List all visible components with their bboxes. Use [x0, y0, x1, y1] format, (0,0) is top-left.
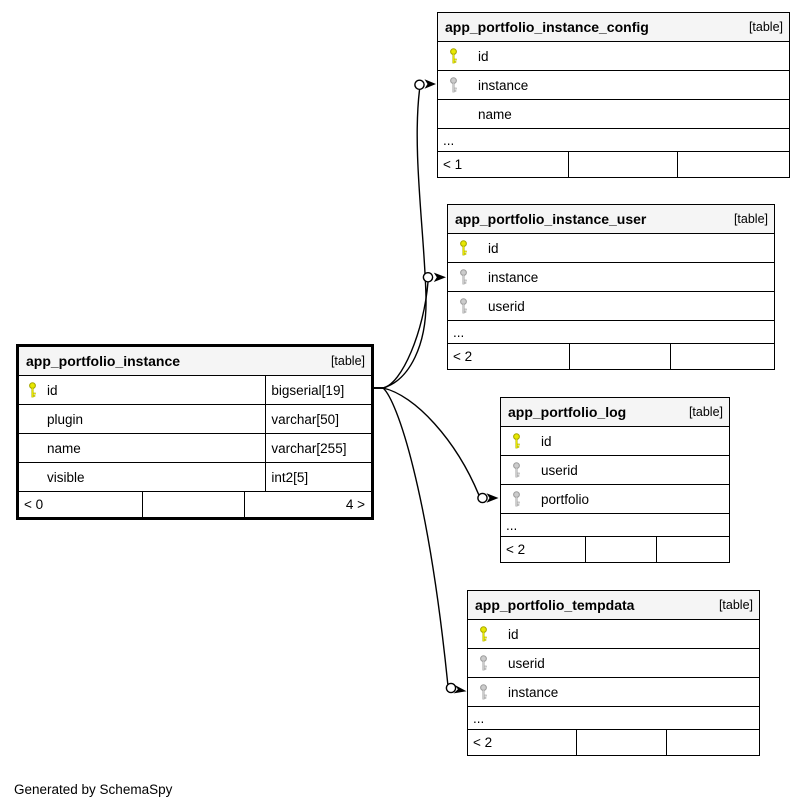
relationship-edge-instance-to-tempdata [374, 388, 448, 684]
key-icon-slot [448, 269, 488, 285]
key-icon-slot [468, 684, 508, 700]
degree-mid [585, 537, 656, 562]
column-name: userid [488, 298, 525, 314]
table-app_portfolio_tempdata[interactable] [467, 590, 760, 756]
nullable-fk-dot-user [423, 273, 432, 282]
degree-out: 4 > [244, 492, 371, 517]
relationship-edge-instance-to-user [374, 282, 428, 388]
table-type-badge: [table] [733, 212, 768, 226]
table-app_portfolio_instance_user[interactable] [447, 204, 775, 370]
more-columns-ellipsis: ... [448, 320, 774, 343]
foreign-key-icon [511, 462, 522, 478]
table-title[interactable]: app_portfolio_tempdata [475, 597, 635, 613]
nullable-fk-dot-config [415, 80, 424, 89]
key-icon-slot [448, 298, 488, 314]
degree-mid [568, 152, 677, 177]
table-app_portfolio_log[interactable] [500, 397, 730, 563]
column-row-userid [448, 291, 774, 320]
nullable-fk-dot-log [478, 493, 487, 502]
column-row-id [448, 233, 774, 262]
key-icon-slot [468, 626, 508, 642]
degree-row [19, 491, 371, 517]
degree-mid [569, 344, 670, 369]
arrowhead-log [487, 493, 499, 502]
foreign-key-icon [478, 684, 489, 700]
table-title[interactable]: app_portfolio_instance_user [455, 211, 647, 227]
column-name: instance [508, 684, 559, 700]
key-icon-slot [448, 240, 488, 256]
table-type-badge: [table] [718, 598, 753, 612]
table-title[interactable]: app_portfolio_instance_config [445, 19, 649, 35]
column-name: instance [488, 269, 539, 285]
foreign-key-icon [458, 269, 469, 285]
column-row-id [19, 375, 371, 404]
column-row-id [468, 619, 759, 648]
table-header [19, 347, 371, 375]
primary-key-icon [511, 433, 522, 449]
table-type-badge: [table] [330, 354, 365, 368]
key-icon-slot [438, 77, 478, 93]
column-name: portfolio [541, 491, 590, 507]
column-name: instance [478, 77, 529, 93]
degree-mid [142, 492, 244, 517]
more-columns-ellipsis: ... [438, 128, 789, 151]
table-header [448, 205, 774, 233]
column-type: varchar[50] [265, 405, 371, 433]
degree-in: < 0 [24, 497, 44, 512]
foreign-key-icon [511, 491, 522, 507]
primary-key-icon [448, 48, 459, 64]
column-row-visible [19, 462, 371, 491]
column-row-name [19, 433, 371, 462]
arrowhead-config [425, 79, 437, 88]
column-type: varchar[255] [265, 434, 371, 462]
column-type: bigserial[19] [265, 376, 371, 404]
column-name: plugin [47, 411, 84, 427]
degree-out [670, 344, 774, 369]
column-row-plugin [19, 404, 371, 433]
column-row-id [501, 426, 729, 455]
degree-in: < 2 [506, 542, 526, 557]
key-icon-slot [438, 48, 478, 64]
degree-row [438, 151, 789, 177]
table-header [468, 591, 759, 619]
table-type-badge: [table] [748, 20, 783, 34]
degree-in: < 1 [443, 157, 463, 172]
column-name: visible [47, 469, 85, 485]
arrowhead-tempdata [454, 685, 467, 694]
degree-out [666, 730, 759, 755]
arrowhead-user [434, 273, 446, 282]
more-columns-ellipsis: ... [468, 706, 759, 729]
column-row-userid [501, 455, 729, 484]
table-header [438, 13, 789, 41]
foreign-key-icon [478, 655, 489, 671]
key-icon-slot [19, 382, 47, 398]
degree-row [448, 343, 774, 369]
column-type: int2[5] [265, 463, 371, 491]
table-app_portfolio_instance_config[interactable] [437, 12, 790, 178]
column-name: userid [541, 462, 578, 478]
more-columns-ellipsis: ... [501, 513, 729, 536]
degree-mid [576, 730, 666, 755]
degree-row [501, 536, 729, 562]
primary-key-icon [27, 382, 38, 398]
foreign-key-icon [458, 298, 469, 314]
degree-in: < 2 [473, 735, 493, 750]
table-header [501, 398, 729, 426]
column-row-id [438, 41, 789, 70]
foreign-key-icon [448, 77, 459, 93]
column-name: id [478, 48, 489, 64]
column-row-name [438, 99, 789, 128]
column-name: id [488, 240, 499, 256]
key-icon-slot [468, 655, 508, 671]
column-row-portfolio [501, 484, 729, 513]
degree-in: < 2 [453, 349, 473, 364]
column-row-instance [448, 262, 774, 291]
nullable-fk-dot-tempdata [446, 683, 455, 692]
degree-out [656, 537, 729, 562]
degree-out [677, 152, 789, 177]
key-icon-slot [501, 462, 541, 478]
column-name: userid [508, 655, 545, 671]
table-type-badge: [table] [688, 405, 723, 419]
column-name: name [47, 440, 81, 456]
column-row-userid [468, 648, 759, 677]
column-row-instance [438, 70, 789, 99]
relationship-edge-instance-to-config [374, 90, 426, 388]
column-name: id [541, 433, 552, 449]
degree-row [468, 729, 759, 755]
column-name: name [478, 106, 512, 122]
column-name: id [47, 382, 58, 398]
primary-key-icon [458, 240, 469, 256]
table-title[interactable]: app_portfolio_log [508, 404, 627, 420]
table-title[interactable]: app_portfolio_instance [26, 353, 181, 369]
relationship-edge-instance-to-log [374, 388, 479, 495]
primary-key-icon [478, 626, 489, 642]
key-icon-slot [501, 433, 541, 449]
column-name: id [508, 626, 519, 642]
column-row-instance [468, 677, 759, 706]
key-icon-slot [501, 491, 541, 507]
table-app_portfolio_instance[interactable] [16, 344, 374, 520]
generator-note: Generated by SchemaSpy [14, 782, 173, 797]
